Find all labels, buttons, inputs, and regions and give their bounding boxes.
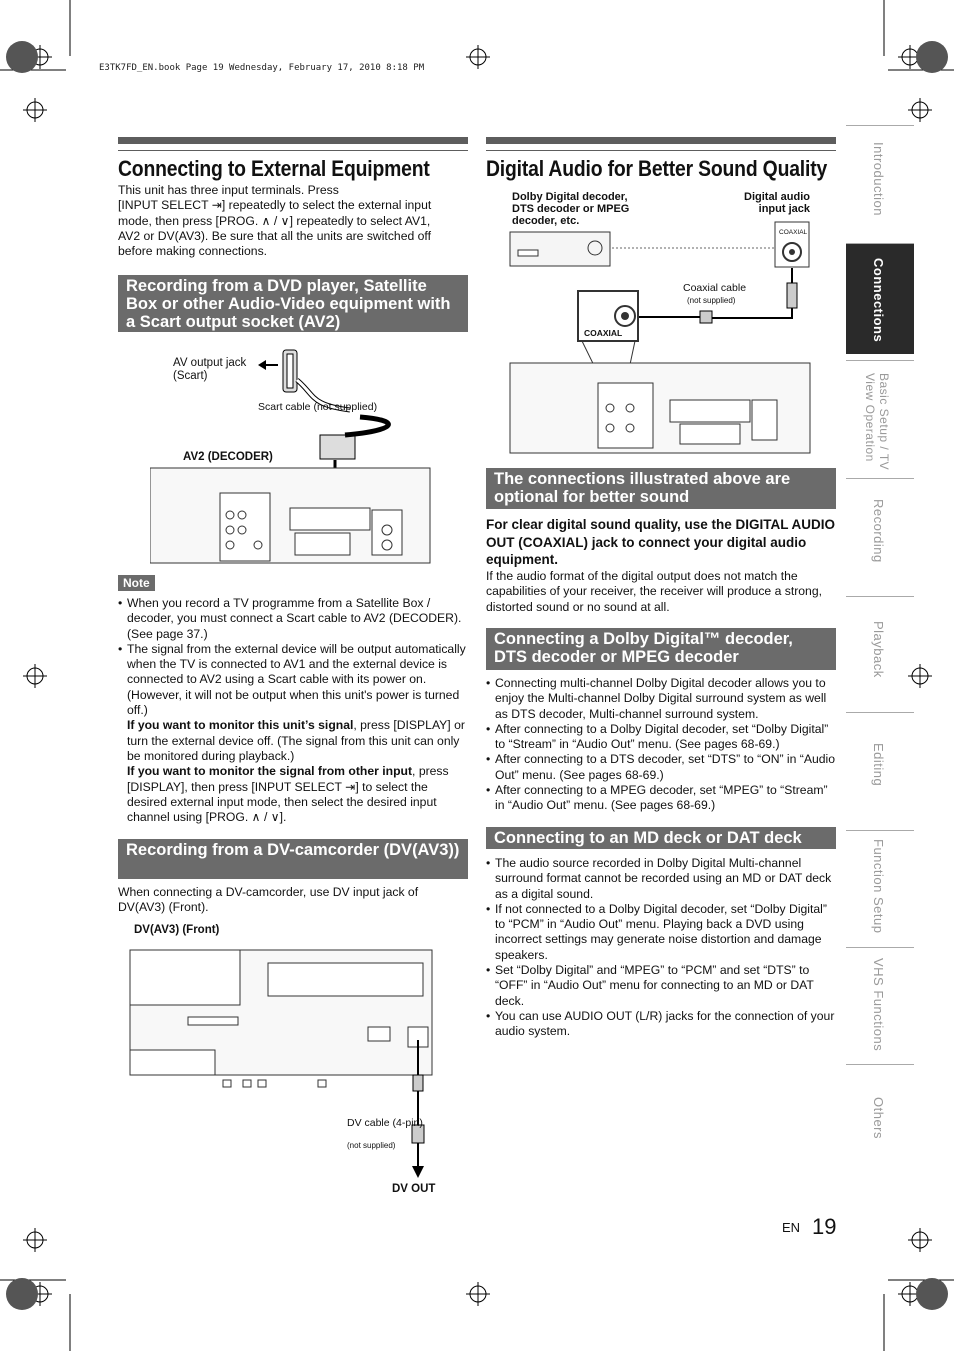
note-item-text: The signal from the external device will be output automatically when the TV is connected to AV1 and the external device is connected to AV2 using a Scart cable with its power on. (However, it will not be output when this unit's power is turned off.) bbox=[127, 641, 466, 718]
tab-basic-setup[interactable] bbox=[846, 360, 914, 477]
fig2-not-supplied: (not supplied) bbox=[347, 1141, 396, 1150]
tab-label: VHS Functions bbox=[871, 958, 886, 1052]
fig3-coax-cable-label: Coaxial cable bbox=[683, 282, 747, 294]
intro-line-4: AV2 or DV(AV3). Be sure that all the units are switched off bbox=[118, 228, 431, 243]
tab-label: Function Setup bbox=[871, 839, 886, 934]
left-page-title: Connecting to External Equipment bbox=[118, 156, 430, 181]
md-dat-heading: Connecting to an MD deck or DAT deck bbox=[486, 827, 836, 849]
note-label: Note bbox=[118, 575, 155, 591]
intro-line-3: mode, then press [PROG. ∧ / ∨] repeatedly to select AV1, bbox=[118, 213, 431, 228]
title-rule-thin bbox=[118, 150, 468, 151]
tab-editing[interactable] bbox=[846, 712, 914, 823]
list-item: • The audio source recorded in Dolby Digital Multi-channel surround format cannot be recorded using an MD or DAT deck as a digital sound. bbox=[486, 856, 836, 902]
tab-playback[interactable] bbox=[846, 596, 914, 707]
list-item: • After connecting to a MPEG decoder, set “MPEG” to “Stream” in “Audio Out” menu. (See pages 68-69.) bbox=[486, 783, 836, 814]
digital-audio-para: If the audio format of the digital output does not match the capabilities of your receiver, the receiver will produce a strong, distorted sound or no sound at all. bbox=[486, 569, 822, 614]
fig2-front-label: DV(AV3) (Front) bbox=[134, 924, 220, 936]
page-number: 19 bbox=[812, 1214, 837, 1239]
list-item: • After connecting to a Dolby Digital decoder, set “Dolby Digital” to “Stream” in “Audio Out” menu. (See pages 68-69.) bbox=[486, 722, 836, 753]
fig1-cable-label: Scart cable (not supplied) bbox=[258, 401, 378, 413]
list-item: • After connecting to a DTS decoder, set “DTS” to “ON” in “Audio Out” menu. (See pages 68-69.) bbox=[486, 752, 836, 783]
tab-label: Connections bbox=[871, 258, 886, 343]
tab-function-setup[interactable] bbox=[846, 830, 914, 941]
tab-label: Recording bbox=[871, 499, 886, 563]
language-code: EN bbox=[782, 1220, 801, 1235]
fig2-dvout-label: DV OUT bbox=[392, 1183, 436, 1195]
digital-audio-bold-para: For clear digital sound quality, use the DIGITAL AUDIO OUT (COAXIAL) jack to connect your digital audio equipment. bbox=[486, 517, 836, 567]
fig2-cable-label: DV cable (4-pin) bbox=[347, 1117, 423, 1129]
note-item: • When you record a TV programme from a Satellite Box / decoder, you must connect a Scart cable to AV2 (DECODER). (See page 37.) bbox=[118, 596, 468, 642]
list-item: • Connecting multi-channel Dolby Digital decoder allows you to enjoy the Multi-channel Dolby Digital surround system as well as DTS decoder, Multi-channel surround system. bbox=[486, 676, 836, 722]
list-item: • Set “Dolby Digital” and “MPEG” to “PCM” and set “DTS” to “OFF” in “Audio Out” menu for connecting to an MD or DAT deck. bbox=[486, 963, 836, 1009]
tab-introduction[interactable] bbox=[846, 125, 914, 244]
list-item: • If not connected to a Dolby Digital decoder, set “Dolby Digital” to “PCM” in “Audio Out” menu. Playing back a DVD using incorrect settings may generate noise distortion and damage speakers. bbox=[486, 902, 836, 963]
dolby-decoder-heading: Connecting a Dolby Digital™ decoder, DTS decoder or MPEG decoder bbox=[486, 628, 836, 670]
section-av2-heading: Recording from a DVD player, Satellite Box or other Audio-Video equipment with a Scart output socket (AV2) bbox=[118, 275, 468, 332]
intro-line-1: This unit has three input terminals. Press bbox=[118, 183, 339, 197]
tab-connections[interactable] bbox=[846, 243, 914, 354]
tab-recording[interactable] bbox=[846, 478, 914, 589]
note-bold-2: If you want to monitor the signal from other input bbox=[127, 764, 413, 779]
note-text-2: , press [DISPLAY], then press [INPUT SELECT ⇥] to select the desired external input mode, then select the desired input channel using [PROG. ∧ / ∨]. bbox=[127, 764, 449, 825]
note-bold-1: If you want to monitor this unit’s signal bbox=[127, 718, 354, 733]
md-dat-list bbox=[486, 856, 836, 1040]
tab-label: Others bbox=[871, 1097, 886, 1140]
fig3-input-jack-label: Digital audio input jack bbox=[744, 191, 810, 215]
right-page-title: Digital Audio for Better Sound Quality bbox=[486, 156, 828, 181]
note-list bbox=[118, 596, 468, 825]
tab-label: Basic Setup / TV View Operation bbox=[863, 373, 891, 471]
left-intro bbox=[118, 183, 468, 259]
fig3-not-supplied: (not supplied) bbox=[687, 296, 736, 305]
fig3-decoder-label: Dolby Digital decoder, DTS decoder or MPEG decoder, etc. bbox=[512, 191, 630, 227]
fig1-av-output-label: AV output jack (Scart) bbox=[173, 357, 247, 382]
dolby-decoder-list bbox=[486, 676, 836, 814]
title-rule bbox=[118, 137, 468, 144]
note-text-1: , press [DISPLAY] or turn the external device off. (The signal from this unit can only be monitored during playback.) bbox=[127, 718, 465, 763]
intro-line-2: [INPUT SELECT ⇥] repeatedly to select the external input bbox=[118, 198, 432, 213]
title-rule-thin bbox=[486, 150, 836, 151]
note-item bbox=[118, 642, 468, 826]
tab-others[interactable] bbox=[846, 1064, 914, 1175]
file-header: E3TK7FD_EN.book Page 19 Wednesday, February 17, 2010 8:18 PM bbox=[99, 63, 425, 73]
optional-connections-heading: The connections illustrated above are optional for better sound bbox=[486, 468, 836, 509]
list-item: • You can use AUDIO OUT (L/R) jacks for the connection of your audio system. bbox=[486, 1009, 836, 1040]
fig3-coaxial-small: COAXIAL bbox=[779, 229, 808, 236]
tab-label: Editing bbox=[871, 743, 886, 787]
title-rule bbox=[486, 137, 836, 144]
tab-vhs-functions[interactable] bbox=[846, 947, 914, 1058]
section-dv-heading: Recording from a DV-camcorder (DV(AV3)) bbox=[118, 839, 468, 879]
section-dv-text: When connecting a DV-camcorder, use DV input jack of DV(AV3) (Front). bbox=[118, 885, 419, 915]
fig1-av2-label: AV2 (DECODER) bbox=[183, 451, 273, 463]
intro-line-5: before making connections. bbox=[118, 244, 268, 259]
tab-label: Introduction bbox=[871, 142, 886, 216]
tab-label: Playback bbox=[871, 621, 886, 678]
fig3-coaxial-label: COAXIAL bbox=[584, 328, 623, 338]
coaxial-connection-diagram bbox=[490, 218, 830, 458]
